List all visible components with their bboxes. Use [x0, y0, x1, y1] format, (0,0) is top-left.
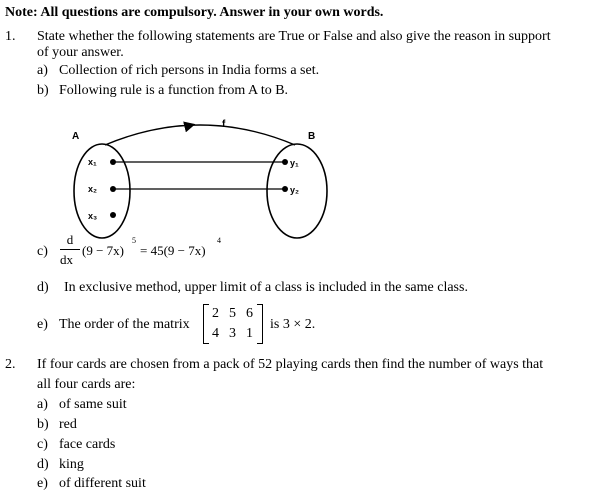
matrix-r2c2: 3: [229, 326, 236, 341]
q1-a-label: a): [37, 63, 48, 78]
question-2-stem-line1: If four cards are chosen from a pack of 52 playing cards then find the number of ways that: [37, 357, 544, 372]
set-a-label: A: [72, 131, 80, 142]
fraction-bar: [60, 249, 80, 250]
derivative-d: d: [66, 232, 74, 247]
q1-d-label: d): [37, 280, 49, 295]
q1-b-text: Following rule is a function from A to B.: [59, 83, 289, 98]
question-1-number: 1.: [5, 29, 16, 44]
q1-e-text-after: is 3 × 2.: [270, 317, 316, 332]
q2-e-text: of different suit: [59, 476, 146, 491]
element-x2: x₂: [88, 184, 98, 194]
matrix-r2c1: 4: [212, 326, 219, 341]
question-1-stem-line2: of your answer.: [37, 45, 124, 60]
dot-x3: [110, 212, 116, 218]
dot-y1: [282, 159, 288, 165]
question-1-stem-line1: State whether the following statements are True or False and also give the reason in support: [37, 29, 551, 44]
q1-c-label: c): [37, 244, 48, 259]
q1-e-label: e): [37, 317, 48, 332]
matrix-r1c2: 5: [229, 306, 236, 321]
matrix-right-bracket: [257, 304, 263, 344]
q2-e-label: e): [37, 476, 48, 491]
set-a-ellipse: [74, 144, 130, 238]
q2-b-text: red: [59, 417, 77, 432]
q2-d-text: king: [59, 457, 84, 472]
q2-a-label: a): [37, 397, 48, 412]
matrix-r1c1: 2: [212, 306, 219, 321]
function-label: f: [222, 119, 226, 130]
function-arc: [105, 125, 295, 145]
q2-a-text: of same suit: [59, 397, 127, 412]
function-diagram: [60, 115, 340, 245]
question-2-stem-line2: all four cards are:: [37, 377, 136, 392]
matrix-r1c3: 6: [246, 306, 253, 321]
q1-e-text-before: The order of the matrix: [59, 317, 190, 332]
rhs-exponent: 4: [217, 236, 221, 245]
matrix-r2c3: 1: [246, 326, 253, 341]
set-b-label: B: [308, 131, 316, 142]
element-x1: x₁: [88, 157, 97, 167]
element-x3: x₃: [88, 211, 98, 221]
q1-d-text: In exclusive method, upper limit of a class is included in the same class.: [64, 280, 468, 295]
q2-b-label: b): [37, 417, 49, 432]
instructions-note: Note: All questions are compulsory. Answer in your own words.: [5, 5, 384, 20]
derivative-dx: dx: [60, 252, 73, 267]
element-y1: y₁: [290, 158, 299, 168]
q2-c-label: c): [37, 437, 48, 452]
q1-b-label: b): [37, 83, 49, 98]
question-2-number: 2.: [5, 357, 16, 372]
matrix-left-bracket: [203, 304, 209, 344]
element-y2: y₂: [290, 185, 300, 195]
q2-d-label: d): [37, 457, 49, 472]
derivative-rhs: = 45(9 − 7x): [140, 243, 206, 258]
q1-a-text: Collection of rich persons in India forms a set.: [59, 63, 320, 78]
derivative-lhs: (9 − 7x): [82, 243, 124, 258]
lhs-exponent: 5: [132, 236, 136, 245]
dot-y2: [282, 186, 288, 192]
q2-c-text: face cards: [59, 437, 116, 452]
